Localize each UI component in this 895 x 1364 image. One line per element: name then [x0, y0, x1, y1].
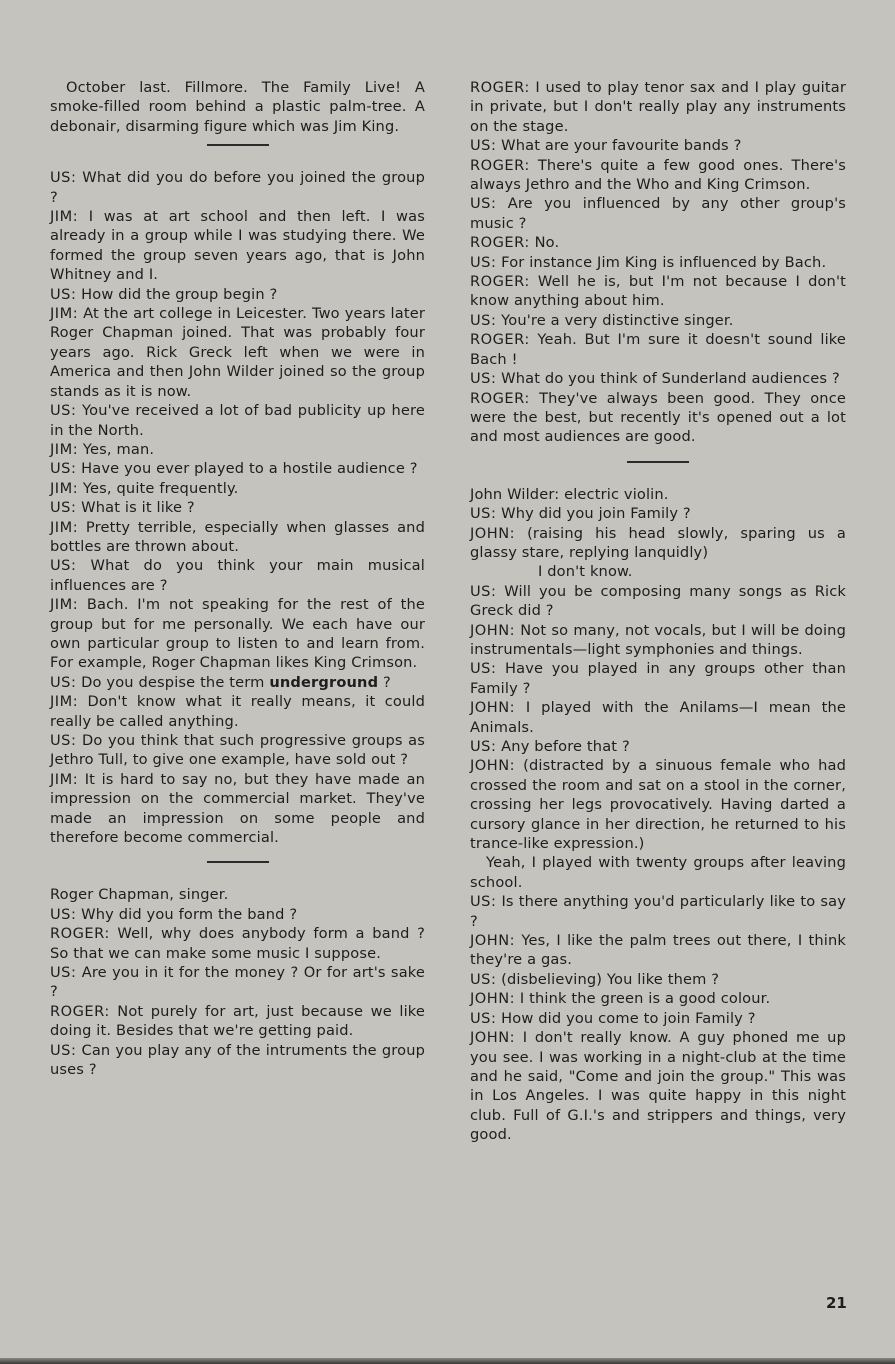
interview-line	[470, 989, 846, 1008]
speaker-label: US:	[470, 253, 497, 271]
line-text: Yes, I like the palm trees out there, I think they're a gas.	[470, 932, 846, 969]
line-text: Do you think that such progressive groups as Jethro Tull, to give one example, have sold out ?	[50, 732, 426, 769]
speaker-label: US:	[50, 460, 77, 478]
speaker-label: US:	[50, 169, 77, 187]
interview-line	[50, 595, 425, 673]
speaker-label: JIM:	[50, 596, 79, 614]
speaker-label: US:	[470, 505, 497, 523]
line-text: How did the group begin ?	[81, 285, 278, 303]
line-text: I don't really know. A guy phoned me up you see. I was working in a night-club at the time and he said, "Come and join the group." This was in Los Angeles. I was quite happy in this night club. Full of G.I.'s and strippers and things, very good.	[470, 1029, 846, 1144]
speaker-label: US:	[470, 970, 497, 988]
speaker-label: JOHN:	[470, 990, 516, 1008]
line-text: Don't know what it really means, it could really be called anything.	[50, 693, 425, 730]
interview-line	[470, 504, 846, 523]
speaker-label: JIM:	[50, 305, 79, 323]
speaker-label: JIM:	[50, 518, 79, 536]
line-text: Do you despise the term	[81, 673, 265, 691]
line-text: You're a very distinctive singer.	[501, 311, 734, 329]
interview-line	[50, 285, 425, 304]
speaker-label: JIM:	[50, 693, 79, 711]
speaker-label: JOHN:	[470, 699, 516, 717]
interview-line	[470, 194, 846, 233]
line-text: Any before that ?	[501, 738, 630, 755]
speaker-label: US:	[470, 195, 497, 213]
speaker-label: US:	[50, 499, 77, 517]
interview-line	[50, 498, 425, 517]
speaker-label: ROGER:	[470, 331, 530, 349]
interview-line	[470, 756, 846, 853]
line-text: Is there anything you'd particularly like to say ?	[470, 893, 846, 930]
interview-line	[470, 272, 846, 311]
speaker-label: US:	[50, 285, 77, 303]
line-text: I used to play tenor sax and I play guitar in private, but I don't really play any instruments on the stage.	[470, 79, 846, 135]
emphasized-term: underground	[269, 673, 379, 691]
speaker-label: JOHN:	[470, 757, 516, 775]
interview-line	[470, 330, 846, 369]
interview-line	[470, 892, 846, 931]
page-number: 21	[826, 1294, 847, 1312]
line-text: Well he is, but I'm not because I don't know anything about him.	[470, 273, 846, 310]
section-divider	[207, 144, 269, 146]
line-text: Bach. I'm not speaking for the rest of the group but for me personally. We each have our own particular group to listen to and learn from. For example, Roger Chapman likes King Crimson.	[50, 596, 425, 672]
interview-line	[50, 459, 425, 478]
line-text: No.	[534, 234, 560, 252]
interview-line	[50, 1041, 425, 1080]
left-column	[50, 78, 425, 1080]
line-text: Yes, quite frequently.	[82, 479, 239, 497]
interview-line	[470, 582, 846, 621]
interview-line	[470, 1009, 846, 1028]
line-text: Are you influenced by any other group's music ?	[470, 195, 846, 232]
line-text: Why did you form the band ?	[81, 905, 298, 923]
interview-line	[50, 692, 425, 731]
speaker-label: US:	[470, 738, 497, 755]
speaker-label: ROGER:	[470, 156, 530, 174]
speaker-label: ROGER:	[470, 273, 530, 291]
interview-line	[50, 770, 425, 848]
speaker-label: ROGER:	[470, 234, 530, 252]
speaker-label: ROGER:	[50, 1002, 110, 1020]
speaker-label: US:	[50, 905, 77, 923]
line-text: (disbelieving) You like them ?	[501, 970, 720, 988]
interview-line	[50, 304, 425, 401]
line-text: Are you in it for the money ? Or for art's sake ?	[50, 964, 425, 1001]
line-text: Why did you join Family ?	[501, 505, 691, 523]
speaker-label: US:	[470, 582, 497, 600]
line-text: How did you come to join Family ?	[501, 1009, 756, 1027]
line-text: There's quite a few good ones. There's always Jethro and the Who and King Crimson.	[470, 156, 846, 194]
interview-line	[50, 207, 425, 285]
interview-line	[470, 931, 846, 970]
speaker-label: US:	[470, 370, 497, 388]
interview-line	[470, 853, 846, 892]
line-text: Can you play any of the intruments the group uses ?	[50, 1041, 426, 1079]
interview-line	[50, 963, 425, 1002]
speaker-label: ROGER:	[470, 79, 530, 96]
interview-line	[50, 924, 425, 963]
interview-line	[470, 136, 846, 155]
interview-line	[470, 389, 846, 447]
interview-line	[50, 518, 425, 557]
interview-line	[50, 1002, 425, 1041]
line-text: Will you be composing many songs as Rick Greck did ?	[470, 582, 846, 620]
roger-interview	[50, 905, 425, 1080]
speaker-label: JIM:	[50, 479, 79, 497]
roger-interview-continued	[470, 78, 846, 447]
line-text: I was at art school and then left. I was already in a group while I was studying there. We formed the group seven years ago, that is John Whitney and I.	[50, 208, 425, 284]
speaker-label: JIM:	[50, 440, 79, 458]
interview-line	[50, 479, 425, 498]
roger-heading: Roger Chapman, singer.	[50, 886, 229, 904]
speaker-label: ROGER:	[470, 389, 530, 407]
section-divider	[627, 461, 689, 463]
speaker-label: US:	[50, 1041, 77, 1059]
line-text: At the art college in Leicester. Two years later Roger Chapman joined. That was probably four years ago. Rick Greck left when we were in America and then John Wilder joined so the group stands as it is now.	[50, 305, 425, 400]
line-text: It is hard to say no, but they have made an impression on the commercial market. They've made an impression on some people and therefore become commercial.	[50, 770, 425, 847]
line-text: For instance Jim King is influenced by Bach.	[501, 253, 827, 271]
line-text: What is it like ?	[81, 499, 195, 517]
interview-line	[470, 156, 846, 195]
speaker-label: JOHN:	[470, 1029, 516, 1047]
line-text: Pretty terrible, especially when glasses and bottles are thrown about.	[50, 518, 425, 555]
line-text: I played with the Anilams—I mean the Animals.	[470, 699, 846, 736]
section-divider	[207, 861, 269, 863]
jim-interview	[50, 168, 425, 847]
interview-line	[470, 659, 846, 698]
line-text: I think the green is a good colour.	[519, 990, 771, 1008]
page-bottom-edge	[0, 1358, 895, 1364]
intro-paragraph: October last. Fillmore. The Family Live! A smoke-filled room behind a plastic palm-tree. A debonair, disarming figure which was Jim King.	[50, 79, 425, 135]
interview-line	[470, 562, 846, 581]
line-text: Not purely for art, just because we like doing it. Besides that we're getting paid.	[50, 1002, 425, 1040]
interview-line	[470, 524, 846, 563]
interview-line	[470, 369, 846, 388]
line-text: I don't know.	[538, 563, 633, 581]
line-text: What are your favourite bands ?	[501, 137, 742, 155]
line-text: You've received a lot of bad publicity up here in the North.	[50, 402, 426, 439]
interview-line	[470, 737, 846, 756]
speaker-label: JOHN:	[470, 932, 516, 950]
interview-line	[50, 673, 425, 692]
line-text: Have you ever played to a hostile audience ?	[81, 460, 418, 478]
line-text: Yes, man.	[82, 440, 155, 458]
interview-line	[50, 905, 425, 924]
line-text: Well, why does anybody form a band ? So that we can make some music I suppose.	[50, 925, 425, 962]
line-text: (distracted by a sinuous female who had crossed the room and sat on a stool in the corner, crossing her legs provocatively. Having darted a cursory glance in her direction, he returned to his trance-like expression.)	[470, 757, 846, 853]
speaker-label: US:	[50, 964, 77, 982]
line-text: Not so many, not vocals, but I will be doing instrumentals—light symphonies and things.	[470, 621, 846, 658]
speaker-label: US:	[470, 1009, 497, 1027]
interview-line	[50, 401, 425, 440]
speaker-label: US:	[470, 893, 497, 911]
line-text: They've always been good. They once were the best, but recently it's opened out a lot and most audiences are good.	[470, 389, 846, 446]
john-heading: John Wilder: electric violin.	[470, 485, 669, 503]
interview-line	[50, 731, 425, 770]
interview-line	[470, 311, 846, 330]
interview-line	[50, 556, 425, 595]
right-column	[470, 78, 846, 1145]
line-text: Yeah. But I'm sure it doesn't sound like Bach !	[470, 331, 846, 368]
speaker-label: JIM:	[50, 208, 79, 226]
speaker-label: US:	[50, 673, 77, 691]
line-text: What do you think your main musical influences are ?	[50, 557, 425, 594]
speaker-label: ROGER:	[50, 925, 110, 943]
line-text: What did you do before you joined the group ?	[50, 169, 426, 206]
speaker-label: US:	[470, 137, 497, 155]
speaker-label: US:	[50, 732, 77, 749]
speaker-label: US:	[470, 660, 497, 678]
line-text: ?	[378, 673, 391, 691]
interview-line	[470, 1028, 846, 1144]
line-text: Have you played in any groups other than Family ?	[470, 660, 847, 697]
speaker-label: US:	[50, 402, 77, 420]
line-text: Yeah, I played with twenty groups after leaving school.	[470, 854, 846, 891]
interview-line	[470, 233, 846, 252]
interview-line	[470, 621, 846, 660]
line-text: (raising his head slowly, sparing us a glassy stare, replying lanquidly)	[470, 524, 846, 561]
speaker-label: JIM:	[50, 770, 79, 788]
interview-line	[470, 698, 846, 737]
john-interview	[470, 504, 846, 1144]
interview-line	[470, 253, 846, 272]
interview-line	[470, 78, 846, 136]
speaker-label: JOHN:	[470, 524, 516, 542]
interview-line	[50, 168, 425, 207]
line-text: What do you think of Sunderland audiences ?	[501, 370, 840, 388]
interview-line	[50, 440, 425, 459]
speaker-label: US:	[50, 557, 77, 575]
speaker-label: JOHN:	[470, 621, 516, 639]
speaker-label: US:	[470, 311, 497, 329]
interview-line	[470, 970, 846, 989]
